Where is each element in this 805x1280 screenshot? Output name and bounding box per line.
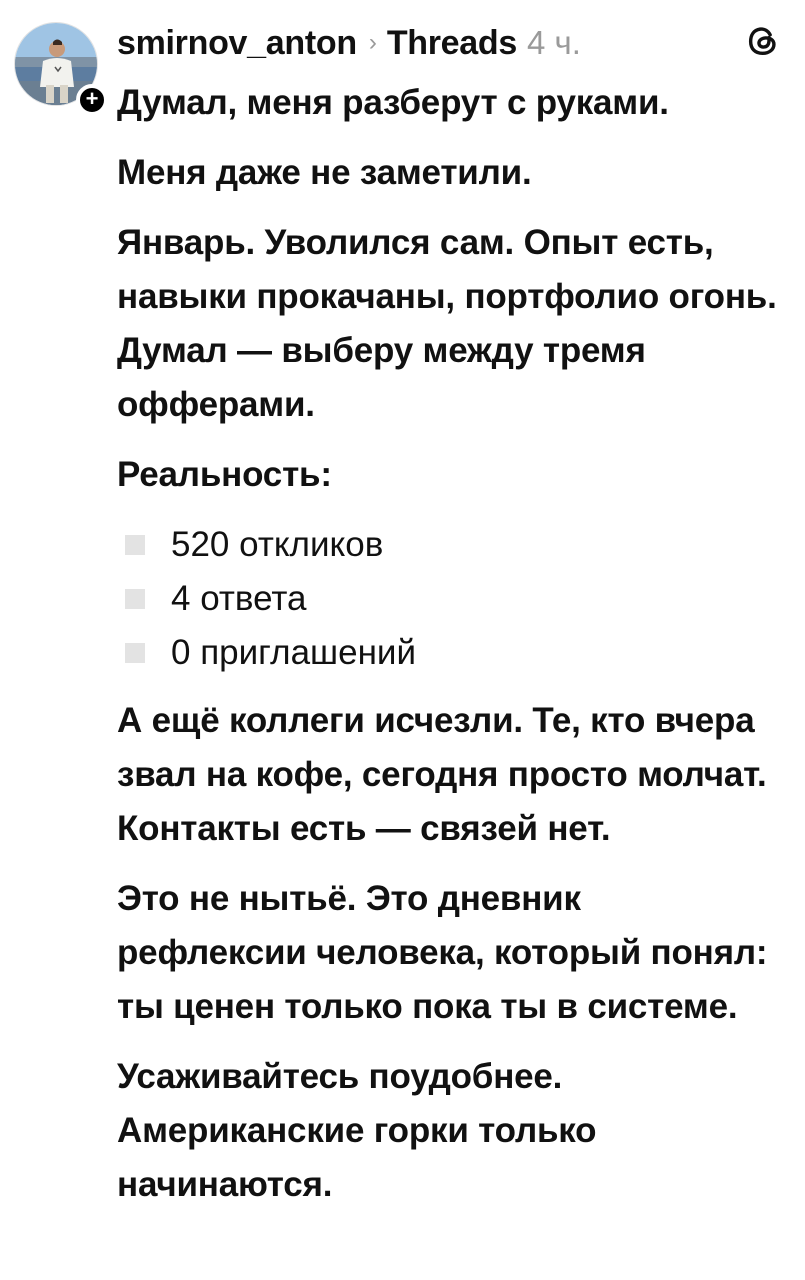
- square-bullet-icon: [125, 589, 145, 609]
- avatar-container[interactable]: [14, 22, 99, 111]
- list-item: [117, 518, 777, 572]
- post-header: [117, 18, 581, 68]
- square-bullet-icon: [125, 643, 145, 663]
- post-paragraph: Меня даже не заметили.: [117, 153, 532, 192]
- post-paragraph: Реальность:: [117, 455, 332, 494]
- bullet-list: [117, 518, 777, 680]
- list-item-text: 4 ответа: [171, 579, 307, 618]
- post-paragraph: А ещё коллеги исчезли. Те, кто вчера звал на кофе, сегодня просто молчат. Контакты есть — связей нет.: [117, 701, 767, 848]
- square-bullet-icon: [125, 535, 145, 555]
- list-item-text: 0 приглашений: [171, 633, 417, 672]
- list-item: [117, 626, 777, 680]
- follow-button[interactable]: [76, 84, 108, 116]
- breadcrumb-app-name[interactable]: Threads: [386, 23, 517, 62]
- author-username[interactable]: smirnov_anton: [117, 23, 357, 62]
- plus-icon: +: [85, 86, 99, 111]
- post-body: [117, 76, 777, 1228]
- list-item-text: 520 откликов: [171, 525, 384, 564]
- post-paragraph: Январь. Уволился сам. Опыт есть, навыки прокачаны, портфолио огонь. Думал — выберу между тремя офферами.: [117, 223, 777, 424]
- post-paragraph: Это не нытьё. Это дневник рефлексии человека, который понял: ты ценен только пока ты в системе.: [117, 879, 768, 1026]
- threads-logo-icon[interactable]: [744, 22, 782, 60]
- post-paragraph: Усаживайтесь поудобнее. Американские горки только начинаются.: [117, 1057, 597, 1204]
- post-paragraph: Думал, меня разберут с руками.: [117, 83, 669, 122]
- chevron-right-icon: ›: [368, 29, 377, 56]
- post-timestamp: 4 ч.: [526, 24, 581, 61]
- list-item: [117, 572, 777, 626]
